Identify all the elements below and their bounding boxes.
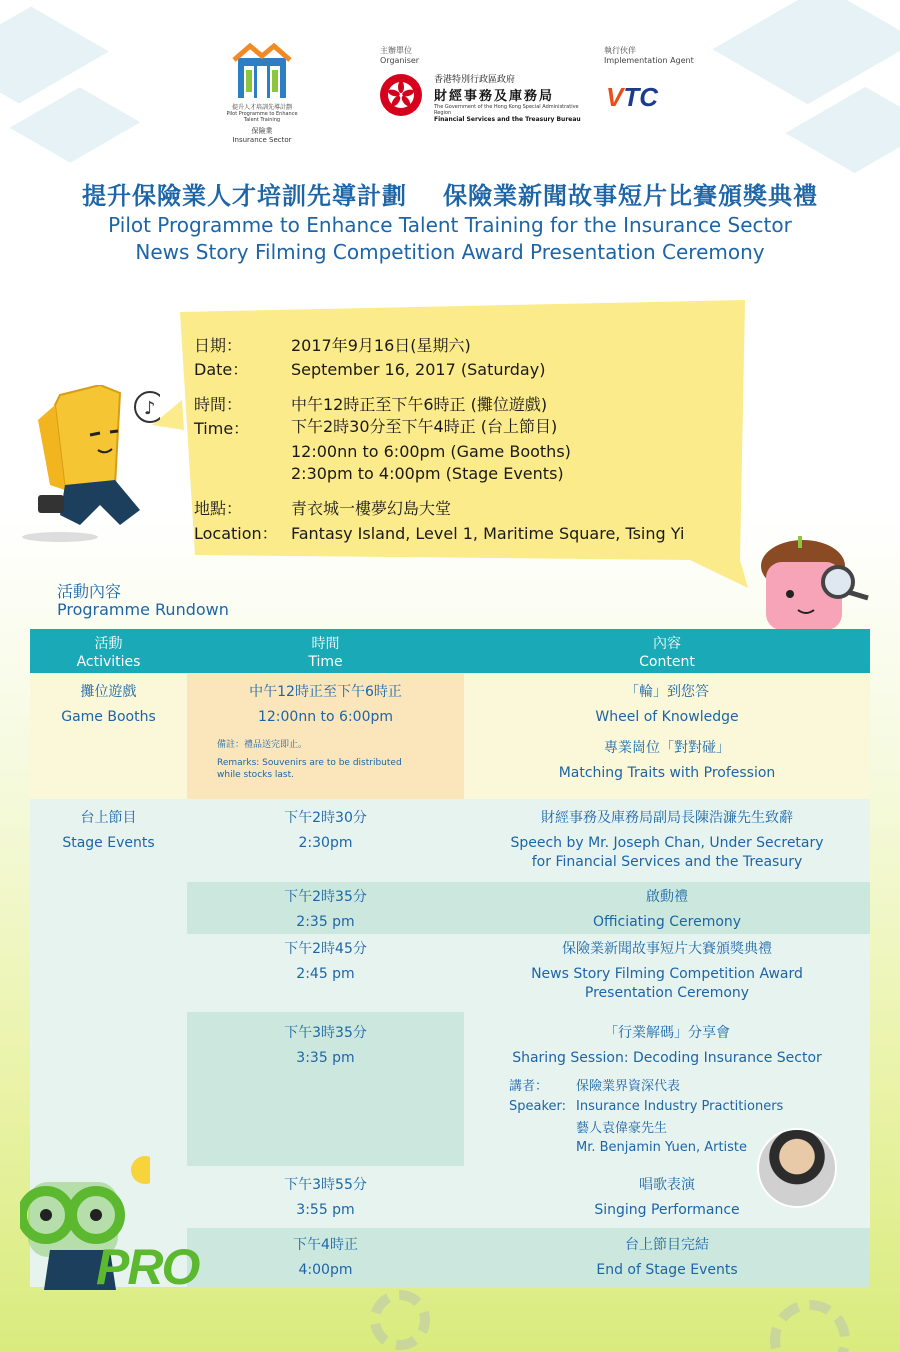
header-time [187, 635, 464, 671]
date-label-cn: 日期： [194, 336, 243, 355]
title-en-1: Pilot Programme to Enhance Talent Training for the Insurance Sector [108, 213, 792, 237]
header-content-cn: 內容 [653, 636, 681, 652]
stage-content-cn: 財經事務及庫務局副局長陳浩濂先生致辭 [541, 810, 793, 826]
header-time-en: Time [308, 654, 343, 670]
booth-remark-cn: 備註：禮品送完即止。 [217, 740, 308, 750]
logo-caption-en: Pilot Programme to Enhance Talent Training [226, 111, 298, 124]
stage-activity-cn: 台上節目 [80, 810, 137, 826]
organiser-name-en-2: Financial Services and the Treasury Bureau [434, 116, 581, 123]
stage-time-cn: 下午2時35分 [284, 889, 367, 905]
stage-time-cell [187, 799, 464, 882]
speaker-artist-en: Mr. Benjamin Yuen, Artiste [576, 1140, 748, 1155]
stage-time-en: 2:45 pm [296, 966, 355, 982]
header-time-cn: 時間 [311, 636, 340, 652]
stage-content-en-1: Sharing Session: Decoding Insurance Sector [512, 1050, 822, 1066]
booth-time-en: 12:00nn to 6:00pm [257, 709, 393, 725]
stage-content-cn: 啟動禮 [646, 889, 688, 905]
location-value-en: Fantasy Island, Level 1, Maritime Square, Tsing Yi [291, 524, 685, 543]
stage-content-en-2: Presentation Ceremony [584, 985, 750, 1001]
box-mascot [20, 385, 160, 545]
booth-content-2-cn: 專業崗位「對對碰」 [604, 740, 730, 756]
header-activities-cn: 活動 [94, 636, 123, 652]
stage-time-cell [187, 1012, 464, 1166]
stage-content-en-1: Speech by Mr. Joseph Chan, Under Secretary [510, 835, 824, 851]
time-label-en: Time： [194, 419, 250, 438]
stage-time-en: 2:30pm [298, 835, 353, 851]
booth-content-cell [464, 673, 870, 799]
stage-time-cell [187, 1166, 464, 1228]
sector-label-cn: 保險業 [251, 127, 273, 136]
stage-content-en-1: End of Stage Events [596, 1262, 738, 1278]
booth-time-cell [187, 673, 464, 799]
stage-time-en: 3:35 pm [296, 1050, 355, 1066]
stage-time-cell [187, 934, 464, 1012]
time-value-cn-2: 下午2時30分至下午4時正 (台上節目) [291, 417, 558, 436]
header-activities-en: Activities [76, 654, 141, 670]
stage-content-cell [464, 882, 870, 934]
header-activities [30, 635, 187, 671]
gear-icon [370, 1290, 430, 1350]
logo-caption-cn: 提升人才培訓先導計劃 [231, 104, 292, 111]
time-value-en-1: 12:00nn to 6:00pm (Game Booths) [291, 442, 571, 461]
speaker-group-en: Insurance Industry Practitioners [576, 1099, 784, 1114]
booth-content-1-en: Wheel of Knowledge [595, 709, 739, 725]
organiser-label-en: Organiser [380, 56, 420, 66]
speaker-label-en: Speaker: [509, 1099, 567, 1114]
stage-content-cn: 唱歌表演 [639, 1177, 695, 1193]
stage-content-en-1: Officiating Ceremony [592, 914, 742, 930]
booth-content-2-en: Matching Traits with Profession [558, 765, 776, 781]
vtc-logo-tc: TC [623, 82, 659, 112]
time-label-cn: 時間： [194, 395, 243, 414]
stage-content-cell [464, 934, 870, 1012]
stage-time-cn: 下午2時30分 [284, 810, 367, 826]
stage-activity-en: Stage Events [62, 835, 155, 851]
location-value-cn: 青衣城一樓夢幻島大堂 [291, 499, 452, 518]
location-label-en: Location： [194, 524, 278, 543]
speaker-group-cn: 保險業界資深代表 [576, 1079, 681, 1094]
time-value-cn-1: 中午12時正至下午6時正 (攤位遊戲) [291, 395, 548, 414]
stage-content-cn: 保險業新聞故事短片大賽頒獎典禮 [562, 941, 772, 957]
stage-time-cn: 下午4時正 [293, 1237, 358, 1253]
vtc-logo-v: V [606, 82, 624, 112]
time-value-en-2: 2:30pm to 4:00pm (Stage Events) [291, 464, 564, 483]
booth-content-1-cn: 「輪」到您答 [625, 684, 709, 700]
title-en-2: News Story Filming Competition Award Presentation Ceremony [135, 240, 765, 264]
organiser-name-en-1: The Government of the Hong Kong Special Administrative Region [434, 104, 579, 116]
svg-text:♪: ♪ [144, 398, 156, 419]
booth-time-cn: 中午12時正至下午6時正 [249, 684, 402, 700]
sector-label-en: Insurance Sector [232, 135, 292, 144]
stage-content-cell [464, 799, 870, 882]
organiser-name-cn-1: 香港特別行政區政府 [434, 75, 516, 85]
booth-activity-cn: 攤位遊戲 [80, 684, 137, 700]
date-value-cn: 2017年9月16日(星期六) [291, 336, 471, 355]
stage-time-en: 4:00pm [298, 1262, 353, 1278]
speaker-block [509, 1077, 789, 1155]
pro-logo: PRO [96, 1239, 199, 1295]
implementation-label-cn: 執行伙伴 [604, 46, 636, 55]
stage-time-cell [187, 1228, 464, 1287]
stage-time-cn: 下午2時45分 [284, 941, 367, 957]
header-content-en: Content [639, 654, 695, 670]
date-value-en: September 16, 2017 (Saturday) [291, 360, 546, 379]
table-header [30, 629, 870, 673]
stage-content-cn: 「行業解碼」分享會 [604, 1025, 730, 1041]
stage-content-cn: 台上節目完結 [625, 1237, 709, 1253]
location-label-cn: 地點： [194, 499, 243, 518]
stage-time-en: 3:55 pm [296, 1202, 355, 1218]
stage-time-cn: 下午3時35分 [284, 1025, 367, 1041]
stage-time-en: 2:35 pm [296, 914, 355, 930]
rundown-heading-en: Programme Rundown [57, 600, 229, 619]
stage-content-en-2: for Financial Services and the Treasury [531, 854, 803, 870]
artist-photo [757, 1128, 837, 1208]
header-content [464, 635, 870, 671]
organiser-label-cn: 主辦單位 [380, 46, 412, 55]
stage-content-en-1: Singing Performance [594, 1202, 740, 1218]
implementation-label-en: Implementation Agent [604, 56, 694, 66]
booth-remark-en: Remarks: Souvenirs are to be distributed while stocks last. [217, 758, 402, 780]
stage-content-en-1: News Story Filming Competition Award [531, 966, 803, 982]
stage-content-cell [464, 1228, 870, 1287]
rundown-heading-cn: 活動內容 [57, 582, 122, 601]
title-cn-ceremony: 保險業新聞故事短片比賽頒獎典禮 [443, 182, 818, 210]
stage-time-cn: 下午3時55分 [284, 1177, 367, 1193]
title-cn-programme: 提升保險業人才培訓先導計劃 [82, 182, 407, 210]
stage-time-cell [187, 882, 464, 934]
speaker-label-cn: 講者： [509, 1079, 549, 1094]
speaker-artist-cn: 藝人袁偉豪先生 [576, 1121, 668, 1136]
booth-activity-cell [30, 673, 187, 799]
booth-activity-en: Game Booths [61, 709, 156, 725]
date-label-en: Date： [194, 360, 249, 379]
organiser-name-cn-2: 財經事務及庫務局 [434, 89, 555, 104]
gear-icon [770, 1300, 850, 1352]
